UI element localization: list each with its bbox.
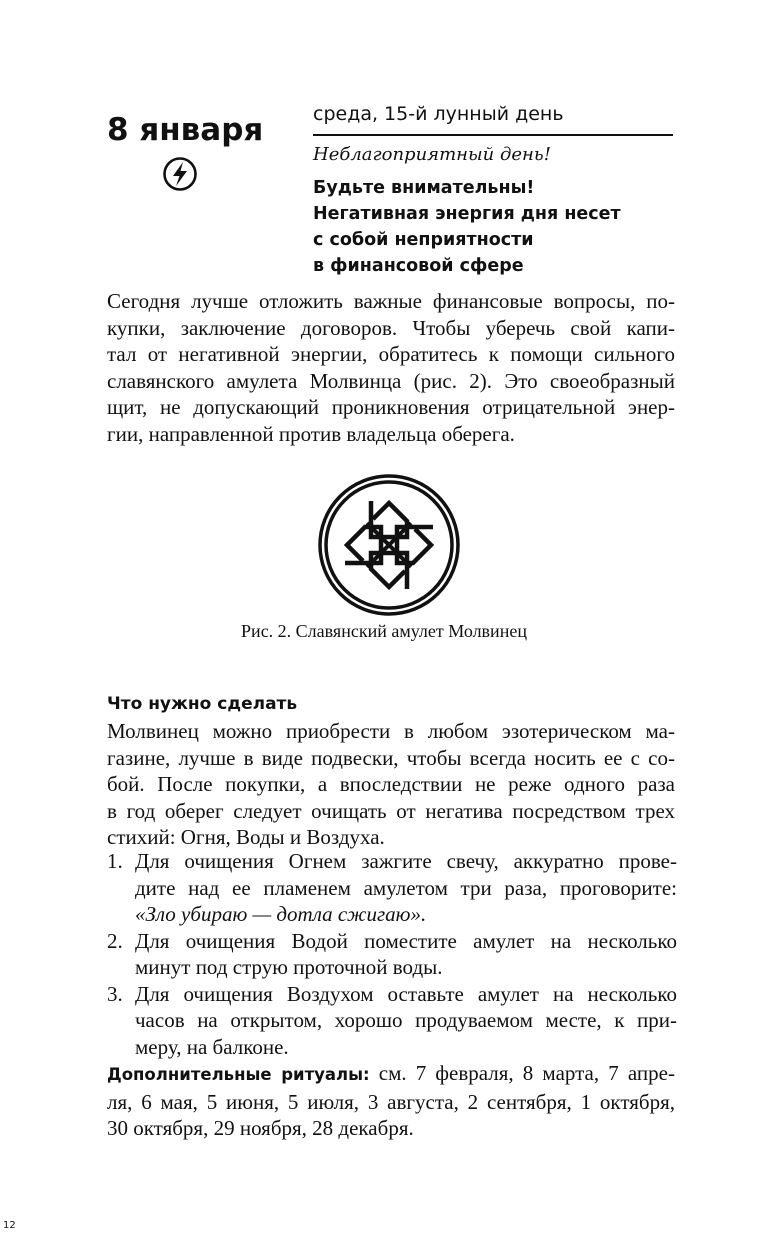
text-line: 30 октября, 29 ноября, 28 декабря. xyxy=(107,1116,414,1140)
text-line: Сегодня лучше отложить важные финансовые вопросы, по- xyxy=(107,289,675,313)
weekday-lunar-day: среда, 15-й лунный день xyxy=(313,103,564,125)
text-line: дите над ее пламенем амулетом три раза, проговорите: xyxy=(135,875,677,900)
text-line: ля, 6 мая, 5 июня, 5 июля, 3 августа, 2 сентября, 1 октября, xyxy=(107,1089,675,1114)
day-alert xyxy=(313,175,693,279)
text-line: купки, заключение договоров. Чтобы уберечь свой капи- xyxy=(107,315,675,340)
text-line: бой. После покупки, а впоследствии не реже одного раза xyxy=(107,772,675,796)
text-line: Для очищения Огнем зажгите свечу, аккуратно прове- xyxy=(135,849,677,873)
day-status: Неблагоприятный день! xyxy=(313,144,551,165)
additional-rituals-dates: см. 7 февраля, 8 марта, 7 апре- xyxy=(369,1061,675,1085)
alert-line: Будьте внимательны! xyxy=(313,178,535,198)
list-item xyxy=(107,981,677,1061)
alert-line: Негативная энергия дня несет xyxy=(313,204,621,224)
instructions-paragraph xyxy=(107,718,675,851)
alert-line: с собой неприятности xyxy=(313,230,534,250)
additional-rituals-paragraph xyxy=(107,1060,675,1142)
page-date: 8 января xyxy=(107,112,264,148)
incantation-quote: «Зло убираю — дотла сжигаю». xyxy=(135,902,427,926)
step-number: 1. xyxy=(107,849,123,873)
cleansing-steps-list xyxy=(107,848,677,1060)
text-line: минут под струю проточной воды. xyxy=(135,955,443,979)
list-item xyxy=(107,848,677,928)
text-line: газине, лучше в виде подвески, чтобы всегда носить ее с со- xyxy=(107,745,675,770)
header-divider xyxy=(313,134,673,136)
lightning-in-circle-icon xyxy=(162,156,198,192)
text-line: гии, направленной против владельца оберега. xyxy=(107,421,515,446)
text-line: в год оберег следует очищать от негатива посредством трех xyxy=(107,798,675,823)
text-line xyxy=(107,1060,675,1089)
text-line: стихий: Огня, Воды и Воздуха. xyxy=(107,825,385,849)
additional-rituals-label: Дополнительные ритуалы: xyxy=(107,1065,370,1084)
alert-line: в финансовой сфере xyxy=(313,256,524,276)
text-line: меру, на балконе. xyxy=(135,1034,289,1059)
step-number: 2. xyxy=(107,928,123,953)
molvinets-amulet-icon xyxy=(316,472,462,618)
text-line: Для очищения Воздухом оставьте амулет на несколько xyxy=(135,981,677,1006)
list-item xyxy=(107,928,677,981)
figure-caption: Рис. 2. Славянский амулет Молвинец xyxy=(241,621,527,641)
text-line: Для очищения Водой поместите амулет на несколько xyxy=(135,928,677,953)
step-number: 3. xyxy=(107,981,123,1006)
text-line: Молвинец можно приобрести в любом эзотерическом ма- xyxy=(107,719,675,743)
intro-paragraph xyxy=(107,288,675,447)
text-line: щит, не допускающий проникновения отрицательной энер- xyxy=(107,395,675,419)
text-line: славянского амулета Молвинца (рис. 2). Это своеобразный xyxy=(107,368,675,393)
text-line: тал от негативной энергии, обратитесь к помощи сильного xyxy=(107,342,675,366)
section-heading: Что нужно сделать xyxy=(107,694,298,714)
page-number: 12 xyxy=(3,1220,16,1231)
text-line: часов на открытом, хорошо продуваемом месте, к при- xyxy=(135,1008,677,1032)
